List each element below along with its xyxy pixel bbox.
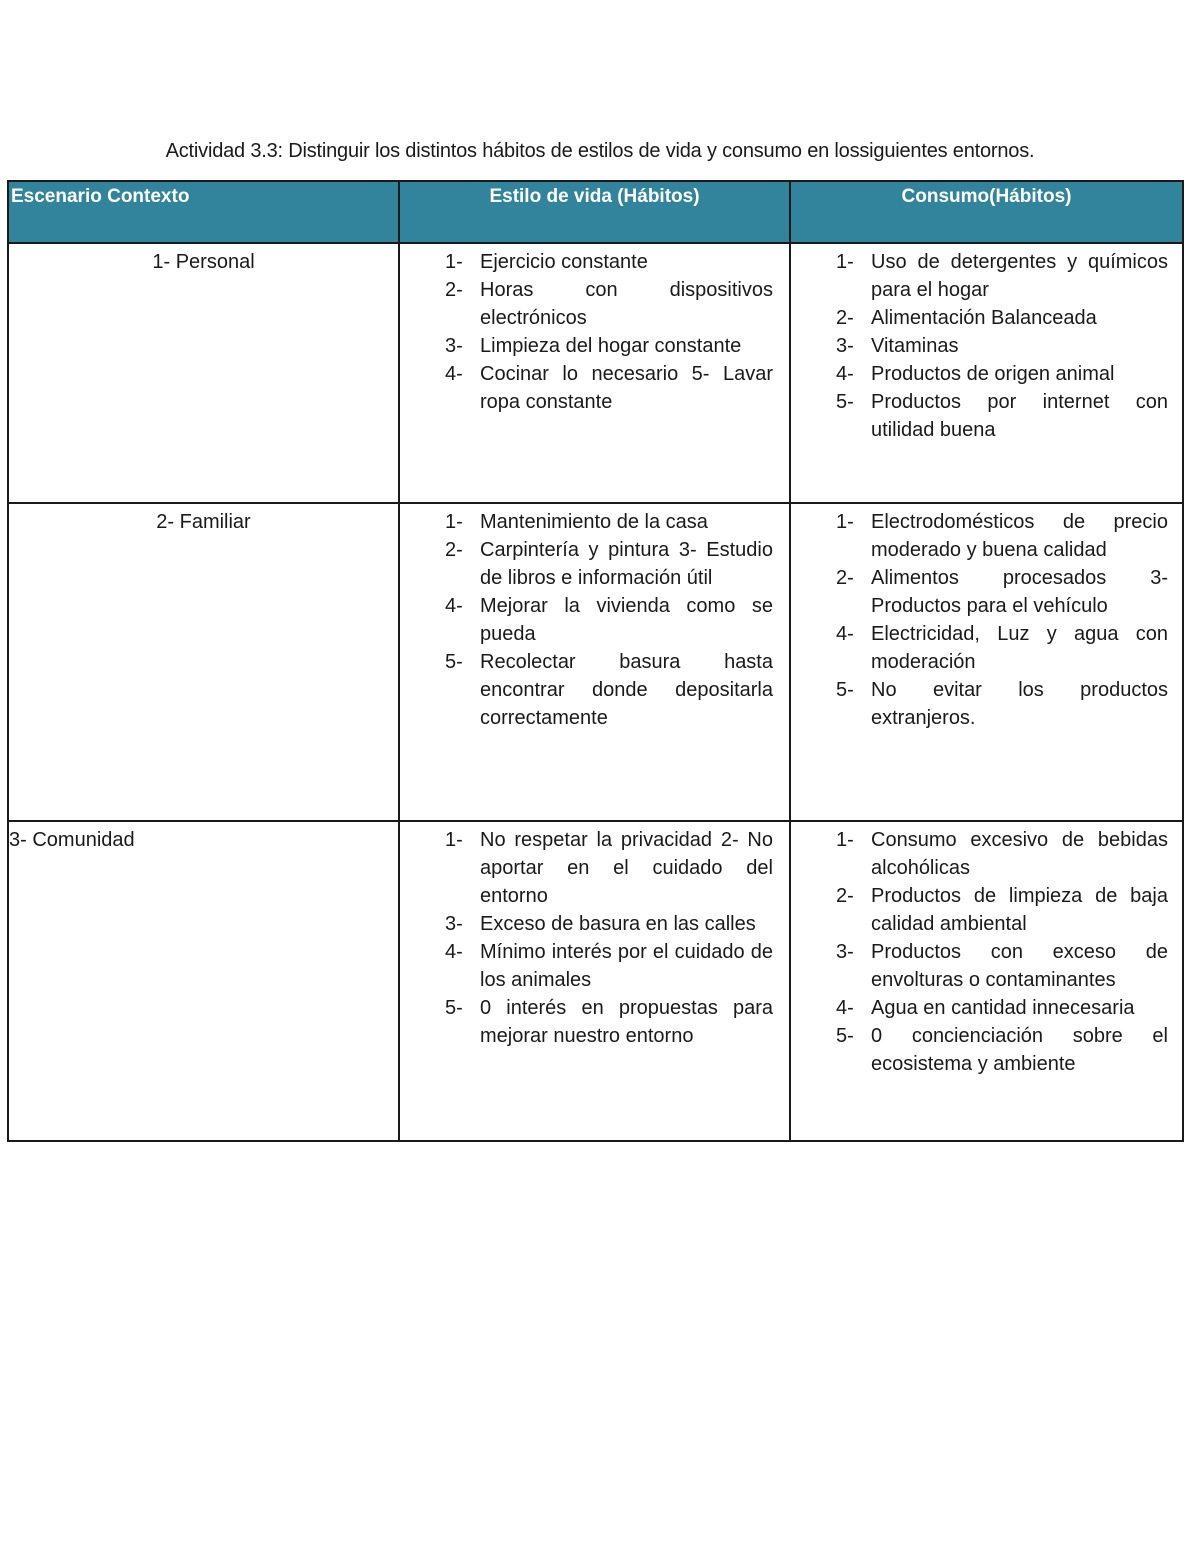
- list-item: 1- Electrodomésticos de precio moderado y buena calidad: [836, 511, 1168, 561]
- list-item: 5- Productos por internet con utilidad buena: [836, 391, 1168, 441]
- list-item: 2- Alimentación Balanceada: [836, 307, 1097, 329]
- list-item: 4- Electricidad, Luz y agua con moderación: [836, 623, 1168, 673]
- lifestyle-list: [445, 826, 773, 1050]
- list-item: 1- Consumo excesivo de bebidas alcohólicas: [836, 829, 1168, 879]
- list-item: 5- 0 concienciación sobre el ecosistema y ambiente: [836, 1025, 1168, 1075]
- list-item: 1- Ejercicio constante: [445, 251, 648, 273]
- lifestyle-cell: [399, 243, 790, 503]
- habits-table: [7, 180, 1184, 1142]
- lifestyle-cell: [399, 503, 790, 821]
- list-item: 4- Mínimo interés por el cuidado de los animales: [445, 941, 773, 991]
- lifestyle-list: [445, 508, 773, 732]
- list-item: 2- Alimentos procesados 3- Productos para el vehículo: [836, 567, 1168, 617]
- list-item: 4- Cocinar lo necesario 5- Lavar ropa constante: [445, 363, 773, 413]
- lifestyle-cell: [399, 821, 790, 1141]
- table-row: [8, 821, 1183, 1141]
- table-header-row: [8, 181, 1183, 243]
- list-item: 4- Productos de origen animal: [836, 363, 1115, 385]
- list-item: 5- No evitar los productos extranjeros.: [836, 679, 1168, 729]
- scenario-cell: 1- Personal: [8, 243, 399, 503]
- list-item: 3- Productos con exceso de envolturas o contaminantes: [836, 941, 1168, 991]
- list-item: 4- Agua en cantidad innecesaria: [836, 997, 1135, 1019]
- list-item: 3- Vitaminas: [836, 335, 959, 357]
- list-item: 4- Mejorar la vivienda como se pueda: [445, 595, 773, 645]
- consumption-cell: [790, 821, 1183, 1141]
- table-row: [8, 243, 1183, 503]
- lifestyle-list: [445, 248, 773, 416]
- list-item: 2- Horas con dispositivos electrónicos: [445, 279, 773, 329]
- list-item: 2- Productos de limpieza de baja calidad ambiental: [836, 885, 1168, 935]
- list-item: 3- Exceso de basura en las calles: [445, 913, 756, 935]
- list-item: 1- Mantenimiento de la casa: [445, 511, 708, 533]
- header-lifestyle: Estilo de vida (Hábitos): [399, 181, 790, 243]
- list-item: 1- No respetar la privacidad 2- No aportar en el cuidado del entorno: [445, 829, 773, 907]
- consumption-list: [836, 826, 1168, 1078]
- consumption-cell: [790, 503, 1183, 821]
- scenario-cell: 2- Familiar: [8, 503, 399, 821]
- consumption-list: [836, 248, 1168, 444]
- list-item: 5- 0 interés en propuestas para mejorar nuestro entorno: [445, 997, 773, 1047]
- list-item: 3- Limpieza del hogar constante: [445, 335, 742, 357]
- header-consumption: Consumo(Hábitos): [790, 181, 1183, 243]
- list-item: 1- Uso de detergentes y químicos para el hogar: [836, 251, 1168, 301]
- list-item: 5- Recolectar basura hasta encontrar donde depositarla correctamente: [445, 651, 773, 729]
- header-scenario: Escenario Contexto: [8, 181, 399, 243]
- consumption-list: [836, 508, 1168, 732]
- page-title: Actividad 3.3: Distinguir los distintos hábitos de estilos de vida y consumo en lossiguientes entornos.: [165, 140, 1035, 162]
- table-row: [8, 503, 1183, 821]
- consumption-cell: [790, 243, 1183, 503]
- scenario-cell: 3- Comunidad: [8, 821, 399, 1141]
- list-item: 2- Carpintería y pintura 3- Estudio de libros e información útil: [445, 539, 773, 589]
